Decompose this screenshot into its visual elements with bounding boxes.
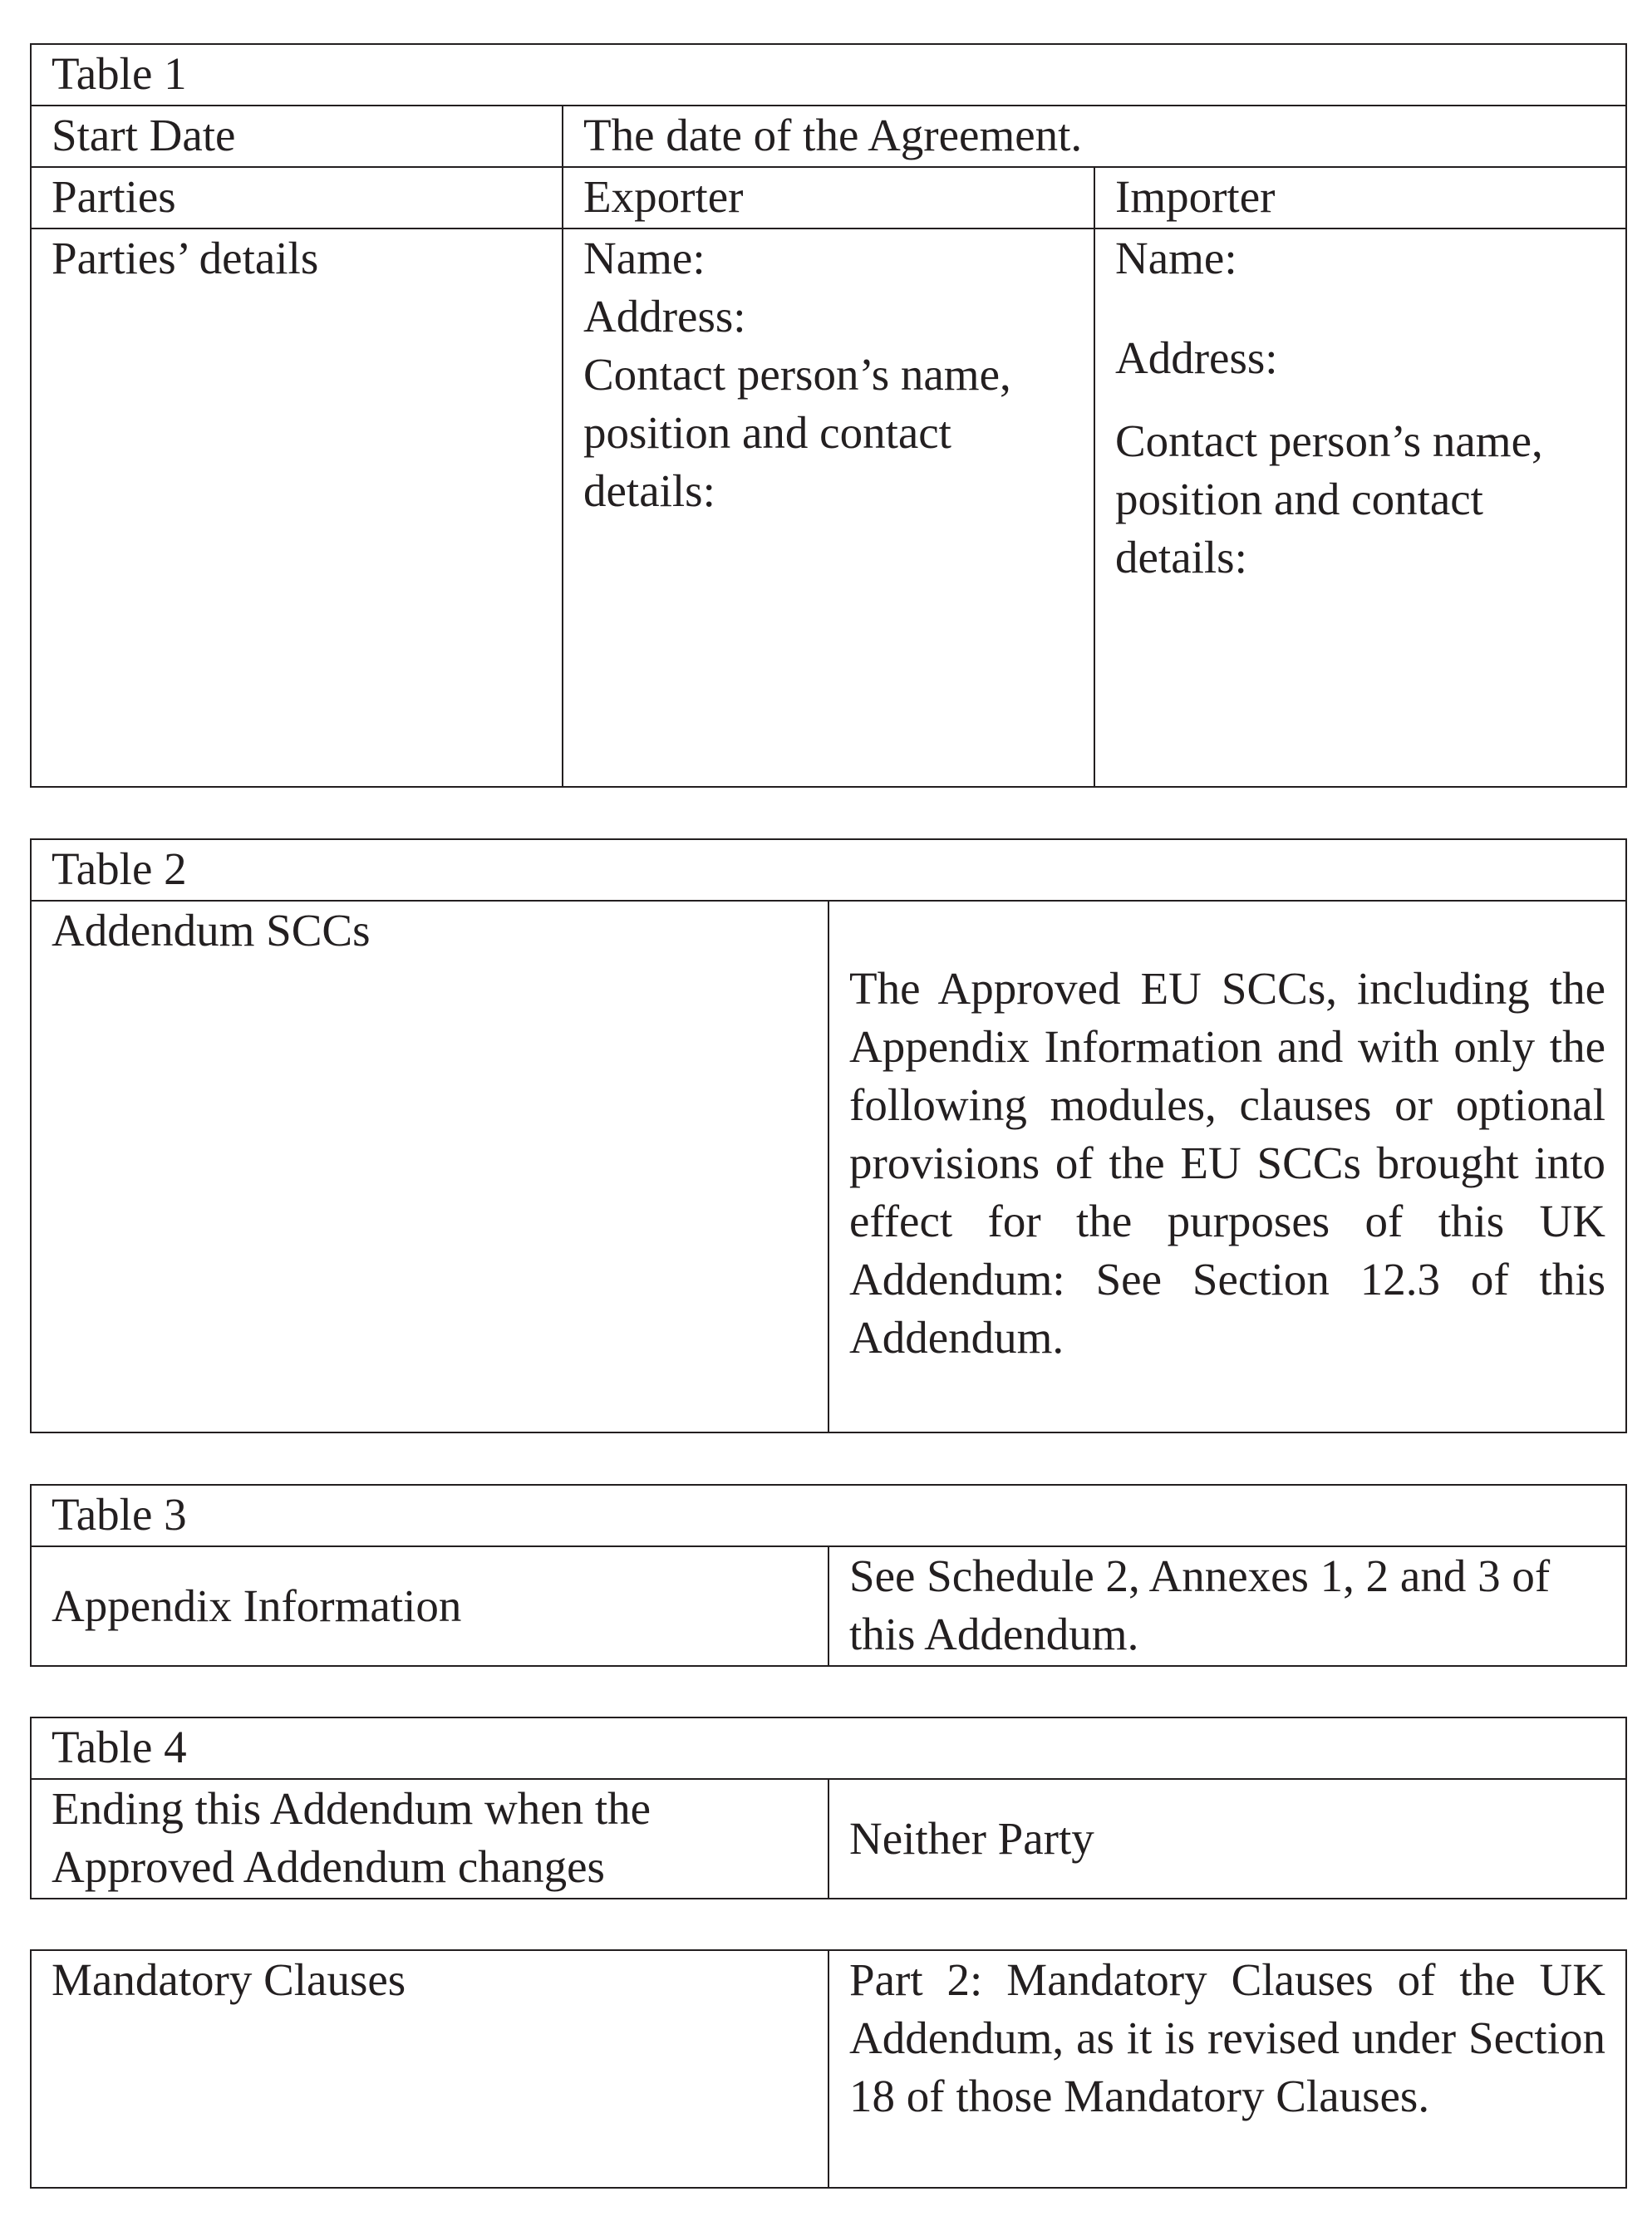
table-1 bbox=[30, 43, 1627, 788]
mandatory-clauses-label: Mandatory Clauses bbox=[31, 1950, 828, 2188]
exporter-address-field: Address: bbox=[583, 291, 746, 342]
exporter-contact-field: Contact person’s name, position and contact details: bbox=[583, 349, 1011, 516]
appendix-information-label: Appendix Information bbox=[31, 1546, 828, 1666]
table-3 bbox=[30, 1484, 1627, 1667]
ending-addendum-label: Ending this Addendum when the Approved Addendum changes bbox=[31, 1779, 828, 1899]
parties-label: Parties bbox=[31, 167, 563, 228]
addendum-sccs-text: The Approved EU SCCs, including the Appendix Information and with only the following modules, clauses or optional provisions of the EU SCCs brought into effect for the purposes of this UK Addendum: See Section 12.3 of this Addendum. bbox=[849, 963, 1605, 1363]
table-4-title: Table 4 bbox=[31, 1717, 1626, 1779]
spacer bbox=[1115, 287, 1605, 329]
spacer bbox=[1115, 387, 1605, 412]
mandatory-clauses-value: Part 2: Mandatory Clauses of the UK Addendum, as it is revised under Section 18 of those Mandatory Clauses. bbox=[828, 1950, 1626, 2188]
importer-details bbox=[1094, 228, 1626, 787]
start-date-label: Start Date bbox=[31, 106, 563, 167]
addendum-sccs-value bbox=[828, 901, 1626, 1432]
table-4 bbox=[30, 1717, 1627, 1899]
addendum-sccs-label: Addendum SCCs bbox=[31, 901, 828, 1432]
exporter-details bbox=[563, 228, 1094, 787]
table-2 bbox=[30, 838, 1627, 1433]
spacer bbox=[849, 902, 1605, 960]
table-1-title: Table 1 bbox=[31, 44, 1626, 106]
table-2-title: Table 2 bbox=[31, 839, 1626, 901]
start-date-value: The date of the Agreement. bbox=[563, 106, 1626, 167]
table-3-title: Table 3 bbox=[31, 1485, 1626, 1546]
exporter-label: Exporter bbox=[563, 167, 1094, 228]
importer-name-field: Name: bbox=[1115, 233, 1237, 283]
importer-label: Importer bbox=[1094, 167, 1626, 228]
exporter-name-field: Name: bbox=[583, 233, 706, 283]
importer-contact-field: Contact person’s name, position and contact details: bbox=[1115, 415, 1543, 582]
importer-address-field: Address: bbox=[1115, 332, 1278, 383]
ending-addendum-value: Neither Party bbox=[828, 1779, 1626, 1899]
appendix-information-value: See Schedule 2, Annexes 1, 2 and 3 of this Addendum. bbox=[828, 1546, 1626, 1666]
parties-details-label: Parties’ details bbox=[31, 228, 563, 787]
mandatory-clauses-table bbox=[30, 1949, 1627, 2189]
